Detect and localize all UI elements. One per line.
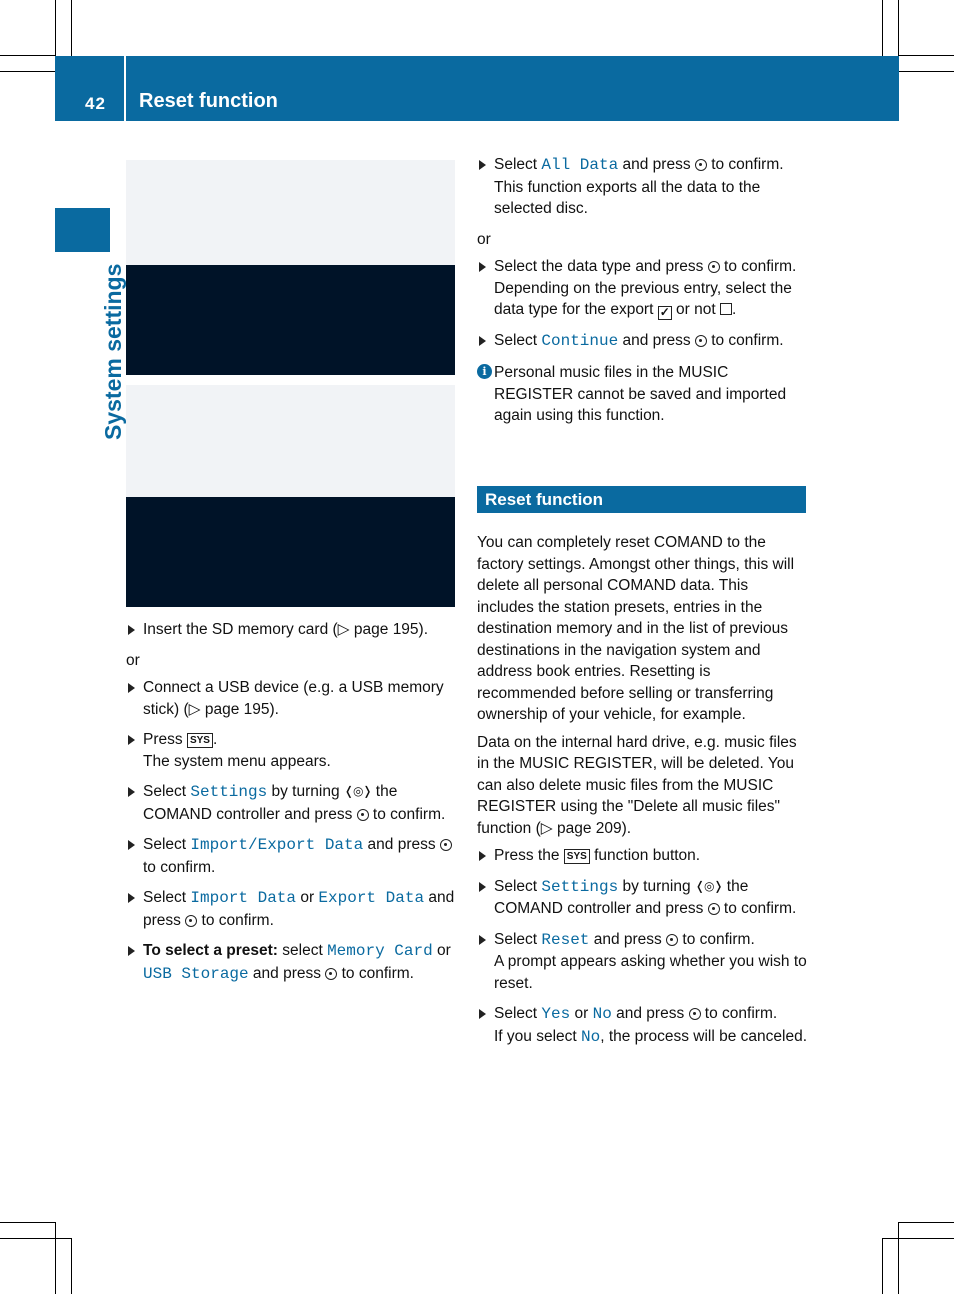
press-controller-icon xyxy=(185,915,197,927)
press-controller-icon xyxy=(357,809,369,821)
menu-item-yes: Yes xyxy=(541,1005,571,1023)
crop-mark xyxy=(71,1238,72,1294)
step-select-import-export: Select Import/Export Data and press to confirm. xyxy=(126,834,458,878)
body-paragraph: Data on the internal hard drive, e.g. music files in the MUSIC REGISTER, will be deleted. You can also delete music files from the MUSIC REGISTER using the "Delete all music files" function (▷ page 209). xyxy=(477,733,797,837)
menu-item-continue: Continue xyxy=(541,331,619,350)
crop-mark xyxy=(55,1222,56,1294)
step-press-sys-button: Press the SYS function button. xyxy=(477,845,809,867)
press-controller-icon xyxy=(695,159,707,171)
checkbox-checked-icon: ✓ xyxy=(659,305,670,319)
page-header xyxy=(55,56,899,121)
crop-mark xyxy=(0,1222,55,1223)
menu-item-memory-card: Memory Card xyxy=(327,942,433,960)
menu-item-settings: Settings xyxy=(541,877,619,896)
crop-mark xyxy=(882,0,883,56)
step-connect-usb: Connect a USB device (e.g. a USB memory stick) (▷ page 195). xyxy=(126,677,458,720)
step-select-reset: Select Reset and press to confirm. A prompt appears asking whether you wish to reset. xyxy=(477,929,809,995)
turn-controller-icon: ❬◎❭ xyxy=(694,878,723,893)
step-press-sys: Press SYS . The system menu appears. xyxy=(126,729,458,772)
step-select-import-data: Select Import Data or Export Data and press to confirm. xyxy=(126,887,458,931)
press-controller-icon xyxy=(666,934,678,946)
step-result: This function exports all the data to the selected disc. xyxy=(494,178,761,217)
press-controller-icon xyxy=(689,1008,701,1020)
press-controller-icon xyxy=(325,968,337,980)
sys-key-icon: SYS xyxy=(564,849,590,864)
press-controller-icon xyxy=(708,261,720,273)
menu-item-no: No xyxy=(592,1005,612,1023)
crop-mark xyxy=(0,1238,71,1239)
press-controller-icon xyxy=(708,903,720,915)
press-controller-icon xyxy=(440,839,452,851)
info-note: i Personal music files in the MUSIC REGISTER cannot be saved and imported again using this function. xyxy=(477,362,809,427)
or-text: or xyxy=(126,651,140,669)
header-divider xyxy=(124,56,126,121)
crop-mark xyxy=(882,1238,883,1294)
crop-mark xyxy=(898,1222,899,1294)
menu-item-usb-storage: USB Storage xyxy=(143,964,249,983)
step-select-yes-no: Select Yes or No and press to confirm. If you select No, the process will be canceled. xyxy=(477,1003,809,1048)
step-result: If you select No, the process will be canceled. xyxy=(494,1027,807,1046)
page-title: Reset function xyxy=(139,90,278,112)
press-controller-icon xyxy=(695,335,707,347)
menu-item-import-data: Import Data xyxy=(190,889,297,907)
right-column-bottom xyxy=(477,532,809,1057)
left-column xyxy=(126,619,458,994)
crop-mark xyxy=(899,55,954,56)
crop-mark xyxy=(55,0,56,56)
step-insert-sd: Insert the SD memory card (▷ page 195). xyxy=(126,619,458,641)
crop-mark xyxy=(0,71,55,72)
menu-item-settings: Settings xyxy=(190,783,268,801)
screen-image xyxy=(126,497,455,607)
step-select-data-type: Select the data type and press to confirm. Depending on the previous entry, select the data type for the export ✓ or not . xyxy=(477,256,809,321)
turn-controller-icon: ❬◎❭ xyxy=(343,784,372,798)
step-result: The system menu appears. xyxy=(143,752,331,770)
menu-item-export-data: Export Data xyxy=(318,889,425,907)
step-select-continue: Select Continue and press to confirm. xyxy=(477,330,809,353)
screen-image-faded xyxy=(126,160,455,265)
crop-mark xyxy=(882,1238,954,1239)
or-text: or xyxy=(477,230,491,248)
step-select-preset: To select a preset: select Memory Card or USB Storage and press to confirm. xyxy=(126,940,458,985)
step-select-all-data: Select All Data and press to confirm. This function exports all the data to the selected disc. xyxy=(477,154,809,220)
page-number: 42 xyxy=(85,94,106,113)
crop-mark xyxy=(71,0,72,56)
crop-mark xyxy=(899,71,954,72)
crop-mark xyxy=(0,55,55,56)
step-select-settings: Select Settings by turning ❬◎❭ the COMAND controller and press to confirm. xyxy=(477,876,809,920)
step-select-settings: Select Settings by turning ❬◎❭ the COMAND controller and press to confirm. xyxy=(126,781,458,825)
right-column-top xyxy=(477,154,809,427)
sys-key-icon: SYS xyxy=(187,733,213,748)
checkbox-empty-icon xyxy=(720,303,732,315)
step-result: A prompt appears asking whether you wish to reset. xyxy=(494,953,807,992)
section-tab xyxy=(55,208,110,252)
menu-item-reset: Reset xyxy=(541,930,590,949)
screen-image-faded xyxy=(126,385,455,497)
section-side-label: System settings xyxy=(100,263,126,440)
section-heading: Reset function xyxy=(477,486,806,513)
crop-mark xyxy=(898,0,899,56)
info-icon: i xyxy=(477,364,492,379)
menu-item-no: No xyxy=(581,1027,601,1046)
crop-mark xyxy=(898,1222,954,1223)
menu-item-all-data: All Data xyxy=(541,156,619,174)
menu-item-import-export: Import/Export Data xyxy=(190,836,364,854)
screen-image xyxy=(126,265,455,375)
body-paragraph: You can completely reset COMAND to the factory settings. Amongst other things, this will delete all personal COMAND data. This includes the station presets, entries in the destination memory and in the list of previous destinations in the navigation system and address book entries. Resetting is recommended before selling or transferring ownership of your vehicle, for example. xyxy=(477,534,795,723)
step-result: Depending on the previous entry, select the data type for the export ✓ or not . xyxy=(494,279,792,319)
